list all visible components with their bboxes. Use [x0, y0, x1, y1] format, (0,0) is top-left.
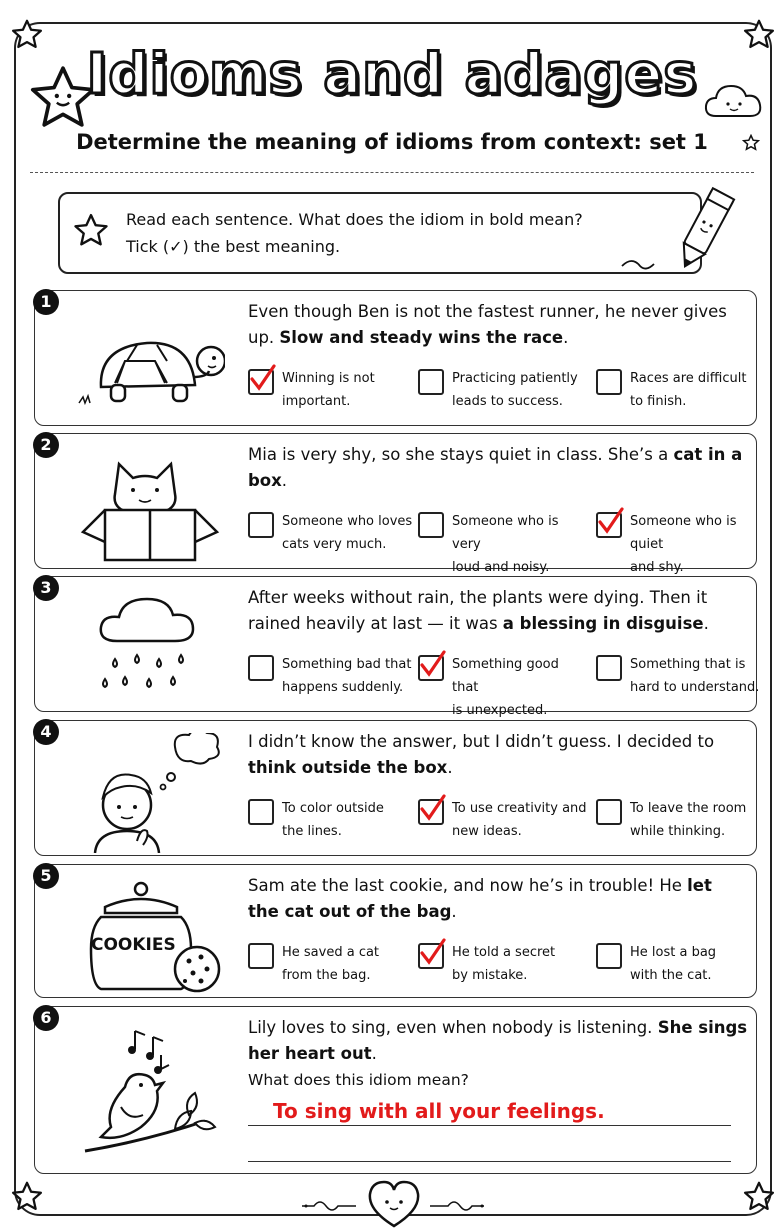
page-title: Idioms and adages — [86, 42, 698, 107]
option-label: Someone who is very — [452, 514, 559, 552]
answer-line — [248, 1161, 731, 1162]
checkbox[interactable] — [596, 799, 622, 825]
option-label: new ideas. — [452, 824, 522, 839]
checkbox[interactable] — [596, 369, 622, 395]
sentence: Sam ate the last cookie, and now he’s in trouble! He let the cat out of the bag. — [248, 876, 712, 921]
divider — [30, 172, 754, 173]
heart-icon — [366, 1180, 422, 1230]
option-b[interactable] — [418, 797, 588, 845]
red-check-icon — [247, 363, 277, 393]
checkbox[interactable] — [248, 512, 274, 538]
option-label: while thinking. — [630, 824, 726, 839]
option-label: cats very much. — [282, 537, 387, 552]
checkbox[interactable] — [418, 512, 444, 538]
option-label: Winning is not — [282, 371, 375, 386]
checkbox[interactable] — [596, 512, 622, 538]
option-label: He lost a bag — [630, 945, 717, 960]
checkbox[interactable] — [248, 943, 274, 969]
corner-star-icon — [10, 1180, 44, 1214]
thinking-boy-icon — [75, 733, 225, 853]
question-1 — [34, 290, 757, 426]
turtle-icon — [75, 303, 225, 423]
question-number: 5 — [33, 863, 59, 889]
question-number: 6 — [33, 1005, 59, 1031]
cat-in-box-icon — [75, 446, 225, 566]
option-b[interactable] — [418, 653, 588, 718]
red-check-icon — [595, 506, 625, 536]
checkbox[interactable] — [418, 369, 444, 395]
option-label: Something that is — [630, 657, 746, 672]
option-label: from the bag. — [282, 968, 371, 983]
rain-cloud-icon — [75, 589, 225, 709]
question-5 — [34, 864, 757, 998]
option-a[interactable] — [248, 941, 418, 989]
sentence: Mia is very shy, so she stays quiet in class. She’s a cat in a box. — [248, 445, 743, 490]
checkbox[interactable] — [418, 655, 444, 681]
option-label: To leave the room — [630, 801, 747, 816]
option-label: happens suddenly. — [282, 680, 404, 695]
option-a[interactable] — [248, 367, 418, 415]
question-number: 2 — [33, 432, 59, 458]
instructions-line-2: Tick (✓) the best meaning. — [126, 237, 341, 256]
question-6 — [34, 1006, 757, 1174]
option-b[interactable] — [418, 367, 588, 415]
option-label: Something bad that — [282, 657, 412, 672]
option-label: He told a secret — [452, 945, 556, 960]
option-label: Someone who loves — [282, 514, 413, 529]
option-label: leads to success. — [452, 394, 563, 409]
option-a[interactable] — [248, 510, 418, 558]
option-label: loud and noisy. — [452, 560, 550, 575]
option-c[interactable] — [596, 797, 766, 845]
cookie-jar-illustration — [75, 877, 225, 997]
option-c[interactable] — [596, 941, 766, 989]
pencil-icon — [612, 182, 742, 278]
sentence: After weeks without rain, the plants were dying. Then it rained heavily at last — it was a blessing in disguise. — [248, 588, 709, 633]
page-subtitle: Determine the meaning of idioms from context: set 1 — [76, 130, 708, 154]
option-label: He saved a cat — [282, 945, 380, 960]
option-label: To use creativity and — [452, 801, 587, 816]
option-c[interactable] — [596, 367, 766, 415]
checkbox[interactable] — [596, 943, 622, 969]
option-c[interactable] — [596, 510, 766, 575]
checkbox[interactable] — [418, 799, 444, 825]
option-label: with the cat. — [630, 968, 712, 983]
option-label: Someone who is quiet — [630, 514, 737, 552]
swirl-left-icon — [300, 1196, 360, 1216]
instructions-line-1: Read each sentence. What does the idiom in bold mean? — [126, 210, 583, 229]
option-a[interactable] — [248, 797, 418, 845]
option-label: Races are difficult — [630, 371, 747, 386]
idiom: Slow and steady wins the race — [279, 328, 564, 347]
idiom: She sings her heart out — [248, 1018, 748, 1063]
option-label: is unexpected. — [452, 703, 548, 718]
option-a[interactable] — [248, 653, 418, 701]
checkbox[interactable] — [248, 369, 274, 395]
option-label: by mistake. — [452, 968, 528, 983]
singing-bird-icon — [75, 1021, 225, 1161]
red-check-icon — [417, 937, 447, 967]
question-3 — [34, 576, 760, 718]
checkbox[interactable] — [596, 655, 622, 681]
question-4 — [34, 720, 757, 856]
swirl-right-icon — [428, 1196, 488, 1216]
option-label: To color outside — [282, 801, 384, 816]
option-label: hard to understand. — [630, 680, 760, 695]
jar-label: COOKIES — [91, 935, 176, 955]
question-number: 4 — [33, 719, 59, 745]
red-check-icon — [417, 649, 447, 679]
instructions-box — [58, 192, 702, 274]
question-number: 3 — [33, 575, 59, 601]
sentence: I didn’t know the answer, but I didn’t guess. I decided to think outside the box. — [248, 732, 715, 777]
star-icon — [72, 212, 110, 250]
checkbox[interactable] — [418, 943, 444, 969]
option-label: the lines. — [282, 824, 342, 839]
option-c[interactable] — [596, 653, 766, 701]
handwritten-answer[interactable]: To sing with all your feelings. — [273, 1099, 605, 1123]
idiom: think outside the box — [248, 758, 448, 777]
option-label: and shy. — [630, 560, 684, 575]
question-2 — [34, 433, 757, 575]
idiom: let the cat out of the bag — [248, 876, 712, 921]
idiom: a blessing in disguise — [502, 614, 704, 633]
option-label: important. — [282, 394, 351, 409]
option-b[interactable] — [418, 941, 588, 989]
sentence: Lily loves to sing, even when nobody is listening. She sings her heart out. — [248, 1018, 748, 1063]
idiom: cat in a box — [248, 445, 743, 490]
option-label: to finish. — [630, 394, 687, 409]
sentence: Even though Ben is not the fastest runner, he never gives up. Slow and steady wins the race. — [248, 302, 727, 347]
answer-line — [248, 1125, 731, 1126]
checkbox[interactable] — [248, 799, 274, 825]
corner-star-icon — [742, 1180, 776, 1214]
checkbox[interactable] — [248, 655, 274, 681]
answer-prompt: What does this idiom mean? — [248, 1071, 469, 1089]
option-label: Practicing patiently — [452, 371, 578, 386]
option-b[interactable] — [418, 510, 588, 575]
option-label: Something good that — [452, 657, 559, 695]
red-check-icon — [417, 793, 447, 823]
question-number: 1 — [33, 289, 59, 315]
